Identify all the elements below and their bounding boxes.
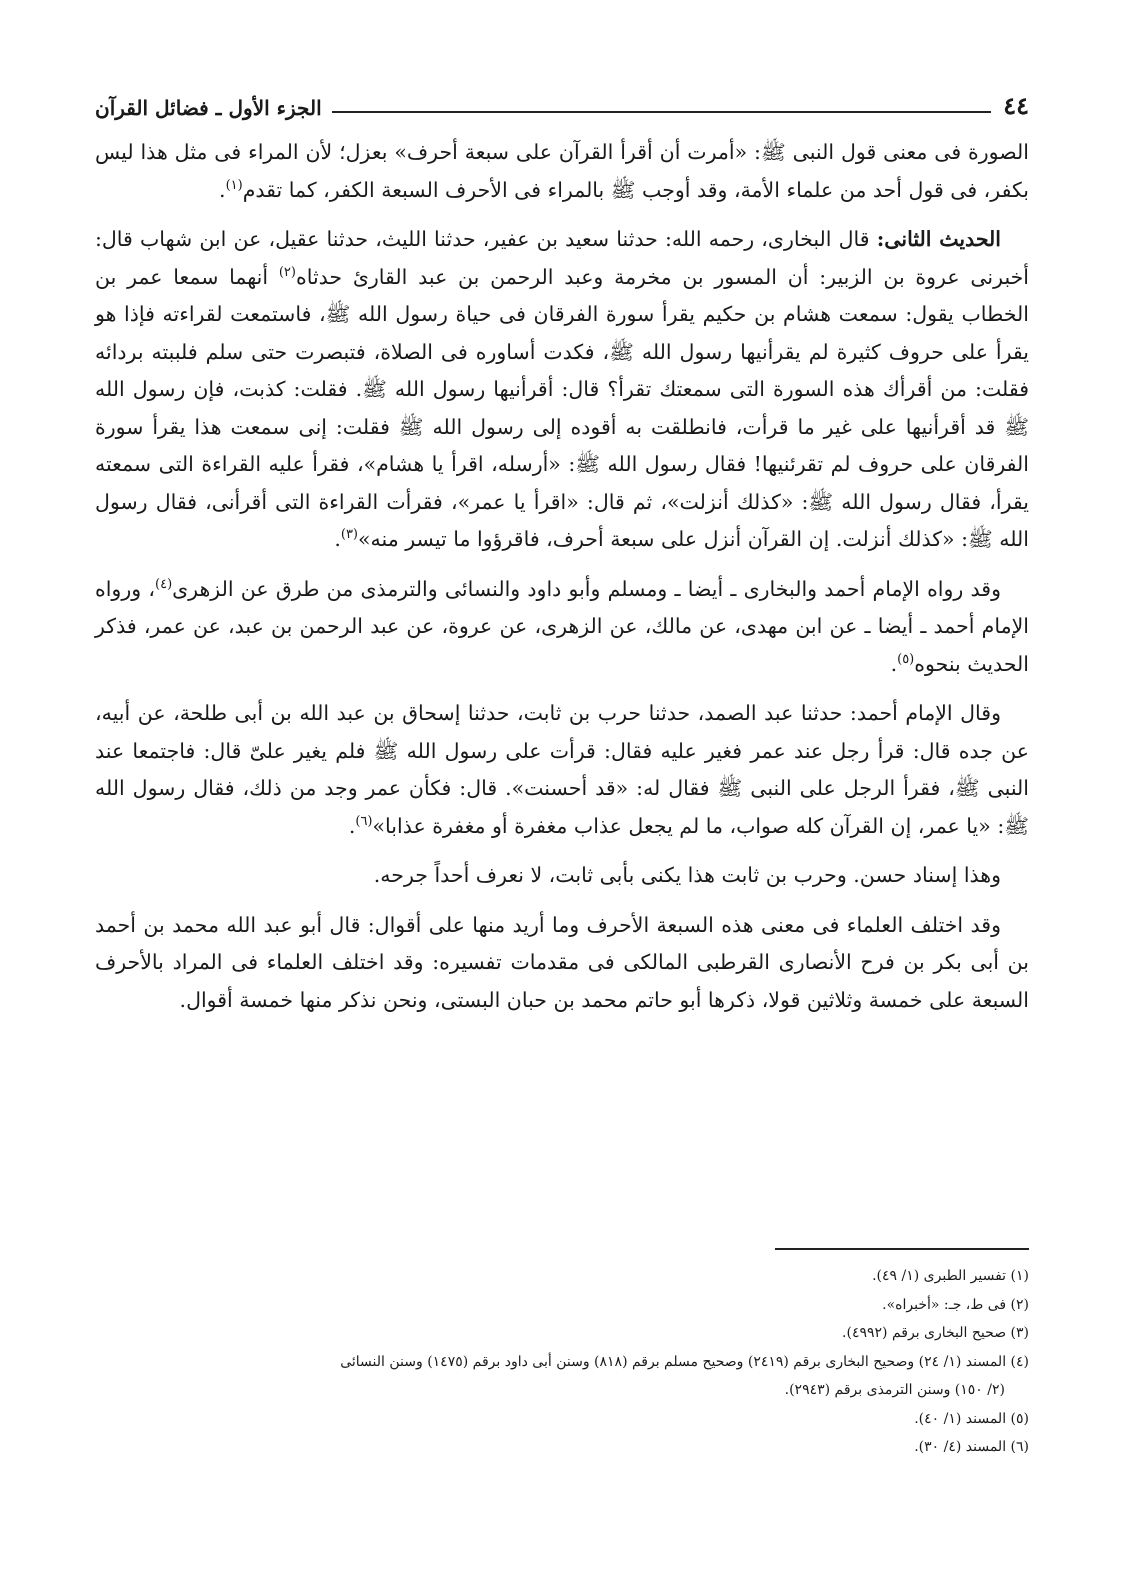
footnote-1: (١) تفسير الطبرى (١/ ٤٩). xyxy=(872,1268,1029,1284)
running-title: الجزء الأول ـ فضائل القرآن xyxy=(95,96,322,120)
footnote-5: (٥) المسند (١/ ٤٠). xyxy=(914,1410,1029,1427)
main-text xyxy=(95,134,1029,1031)
page-header xyxy=(95,86,1029,122)
footnote-ref[interactable]: (٦) xyxy=(355,813,373,829)
hadith-heading: الحديث الثانى: xyxy=(876,227,1001,251)
footnote-ref[interactable]: (٤) xyxy=(155,576,173,592)
footnote-2: (٢) فى ط، جـ: «أخبراه». xyxy=(882,1296,1029,1313)
footnote-4-continued: (٢/ ١٥٠) وسنن الترمذى برقم (٢٩٤٣). xyxy=(784,1382,1005,1398)
footnotes xyxy=(95,1262,1029,1462)
paragraph-1: الصورة فى معنى قول النبى ﷺ: «أمرت أن أقرأ القرآن على سبعة أحرف» بعزل؛ لأن المراء فى مثل هذا ليس بكفر، فى قول أحد من علماء الأمة، وقد أوجب ﷺ بالمراء فى الأحرف السبعة الكفر، كما تقدم$^{(١)}$. xyxy=(95,140,1029,202)
paragraph-3: وقد رواه الإمام أحمد والبخارى ـ أيضا ـ ومسلم وأبو داود والنسائى والترمذى من طرق عن الزهرى$^{(٤)}$، ورواه الإمام أحمد ـ أيضا ـ عن ابن مهدى، عن مالك، عن الزهرى، عن عروة، عن عبد الرحمن بن عبد، عن عمر، فذكر الحديث بنحوه$^{(٥)}$. xyxy=(95,576,1029,676)
footnote-ref[interactable]: (٥) xyxy=(897,651,915,667)
paragraph-4: وقال الإمام أحمد: حدثنا عبد الصمد، حدثنا حرب بن ثابت، حدثنا إسحاق بن عبد الله بن أبى طلحة، عن أبيه، عن جده قال: قرأ رجل عند عمر فغير عليه فقال: قرأت على رسول الله ﷺ فلم يغير علىّ قال: فاجتمعا عند النبى ﷺ، فقرأ الرجل على النبى ﷺ فقال له: «قد أحسنت». قال: فكأن عمر وجد من ذلك، فقال رسول الله ﷺ: «يا عمر، إن القرآن كله صواب، ما لم يجعل عذاب مغفرة أو مغفرة عذابا»$^{(٦)}$. xyxy=(95,701,1029,838)
header-rule xyxy=(332,111,992,113)
footnote-rule xyxy=(775,1248,1029,1250)
footnote-4: (٤) المسند (١/ ٢٤) وصحيح البخارى برقم (٢٤١٩) وصحيح مسلم برقم (٨١٨) وسنن أبى داود برقم (١٤٧٥) وسنن النسائى xyxy=(340,1353,1029,1370)
footnote-ref[interactable]: (٣) xyxy=(340,527,358,543)
footnote-ref[interactable]: (١) xyxy=(225,177,243,193)
footnote-3: (٣) صحيح البخارى برقم (٤٩٩٢). xyxy=(842,1325,1029,1341)
paragraph-6: وقد اختلف العلماء فى معنى هذه السبعة الأحرف وما أريد منها على أقوال: قال أبو عبد الله محمد بن أحمد بن أبى بكر بن فرح الأنصارى القرطبى المالكى فى مقدمات تفسيره: وقد اختلف العلماء فى المراد بالأحرف السبعة على خمسة وثلاثين قولا، ذكرها أبو حاتم محمد بن حبان البستى، ونحن نذكر منها خمسة أقوال. xyxy=(95,912,1029,1012)
paragraph-2: الحديث الثانى: قال البخارى، رحمه الله: حدثنا سعيد بن عفير، حدثنا الليث، حدثنا عقيل، عن ابن شهاب قال: أخبرنى عروة بن الزبير: أن المسور بن مخرمة وعبد الرحمن بن عبد القارئ حدثاه$^{(٢)}$ أنهما سمعا عمر بن الخطاب يقول: سمعت هشام بن حكيم يقرأ سورة الفرقان فى حياة رسول الله ﷺ، فاستمعت لقراءته فإذا هو يقرأ على حروف كثيرة لم يقرأنيها رسول الله ﷺ، فكدت أساوره فى الصلاة، فتبصرت حتى سلم فلببته بردائه فقلت: من أقرأك هذه السورة التى سمعتك تقرأ؟ قال: أقرأنيها رسول الله ﷺ. فقلت: كذبت، فإن رسول الله ﷺ قد أقرأنيها على غير ما قرأت، فانطلقت به أقوده إلى رسول الله ﷺ فقلت: إنى سمعت هذا يقرأ سورة الفرقان على حروف لم تقرئنيها! فقال رسول الله ﷺ: «أرسله، اقرأ يا هشام»، فقرأ عليه القراءة التى سمعته يقرأ، فقال رسول الله ﷺ: «كذلك أنزلت»، ثم قال: «اقرأ يا عمر»، فقرأت القراءة التى أقرأنى، فقال رسول الله ﷺ: «كذلك أنزلت. إن القرآن أنزل على سبعة أحرف، فاقرؤوا ما تيسر منه»$^{(٣)}$. xyxy=(95,227,1029,551)
footnote-ref[interactable]: (٢) xyxy=(278,264,296,280)
paragraph-5: وهذا إسناد حسن. وحرب بن ثابت هذا يكنى بأبى ثابت، لا نعرف أحداً جرحه. xyxy=(373,863,1001,887)
page-number: ٤٤ xyxy=(1003,91,1029,120)
footnote-6: (٦) المسند (٤/ ٣٠). xyxy=(914,1439,1029,1455)
